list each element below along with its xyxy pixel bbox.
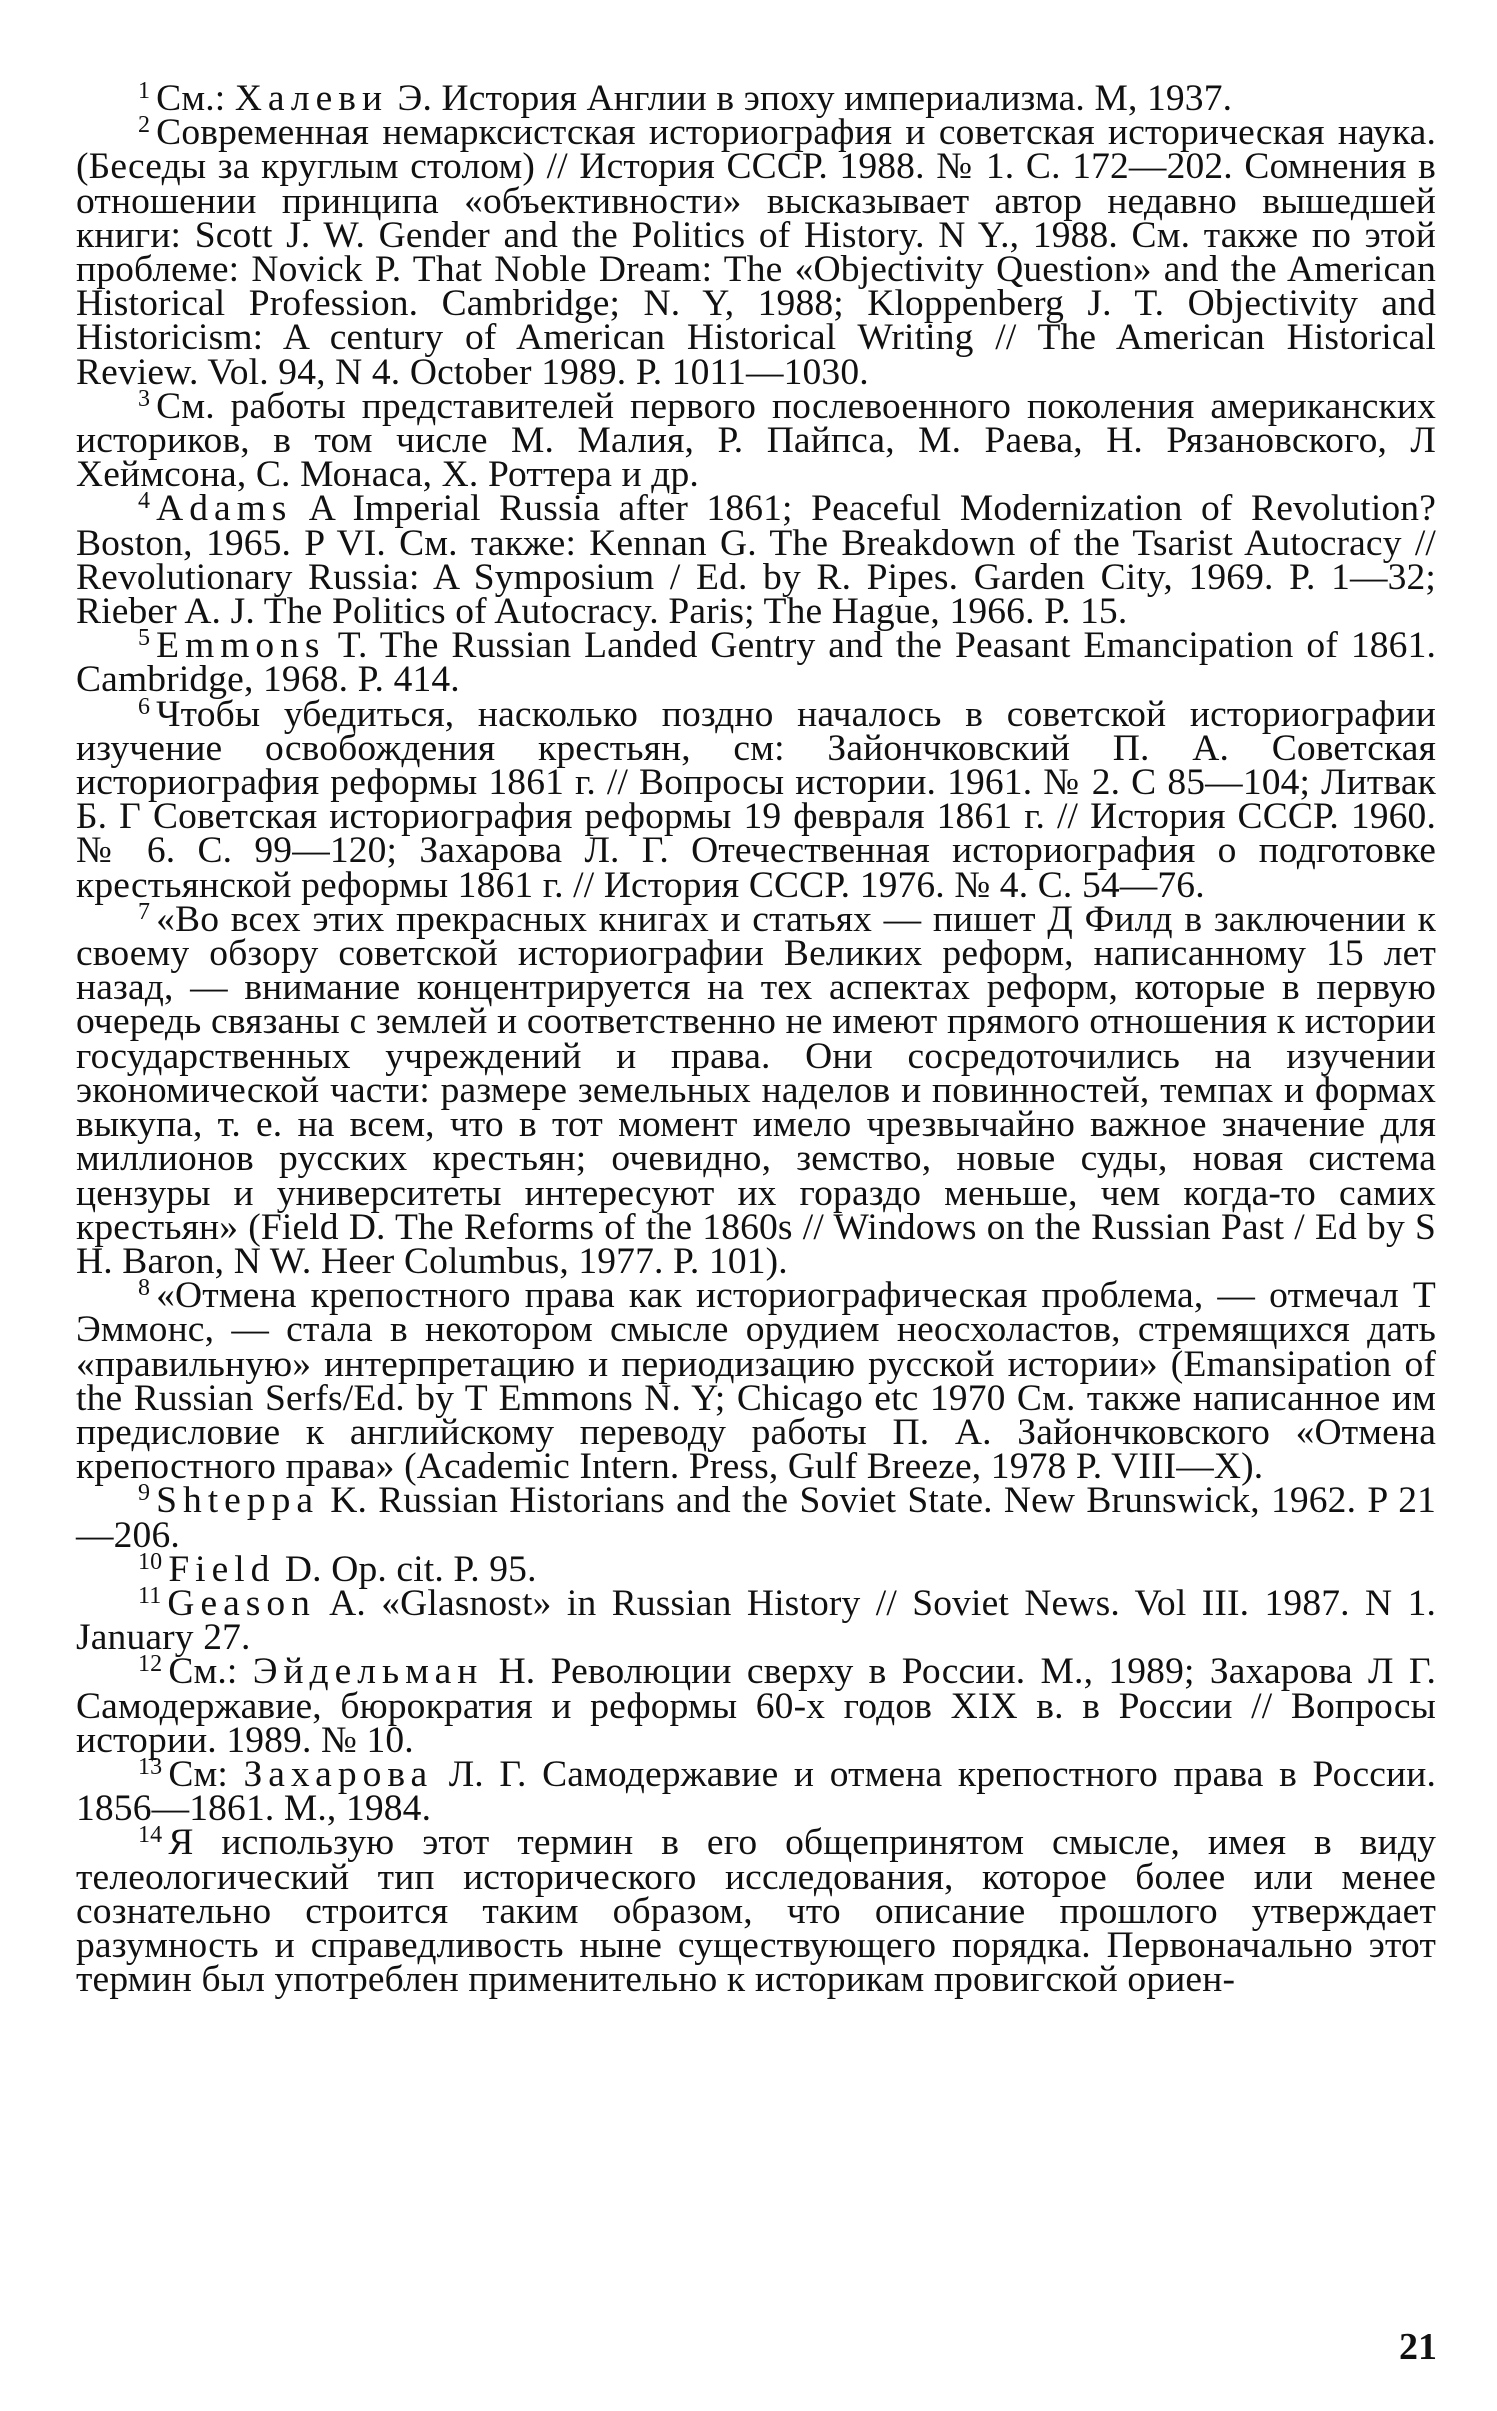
footnote-number: 14 bbox=[138, 1822, 163, 1849]
footnote-text: См. работы представителей первого послевоенного поколения американских историков, в том числе М. Малия, Р. Пайпса, М. Раева, Н. Рязановского, Л Хеймсона, С. Монаса, Х. Роттера и др. bbox=[76, 385, 1436, 496]
footnote-text: «Отмена крепостного права как историографическая проблема, — отмечал Т Эммонс, — стала в некотором смысле орудием неосхоластов, стремящихся дать «правильную» интерпретацию и периодизацию русской истории» (Emansipation of the Russian Serfs/Ed. by T Emmons N. Y; Chicago etc 1970 См. также написанное им предисловие к английскому переводу работы П. А. Зайончковского «Отмена крепостного права» (Academic Intern. Press, Gulf Breeze, 1978 P. VIII—X). bbox=[76, 1275, 1436, 1488]
footnote-text: «Во всех этих прекрасных книгах и статьях — пишет Д Филд в заключении к своему обзору советской историографии Великих реформ, написанному 15 лет назад, — внимание концентрируется на тех аспектах реформ, которые в первую очередь связаны с землей и соответственно не имеют прямого отношения к истории государственных учреждений и права. Они сосредоточились на изучении экономической части: размере земельных наделов и повинностей, темпах и формах выкупа, т. е. на всем, что в тот момент имело чрезвычайно важное значение для миллионов русских крестьян; очевидно, земство, новые суды, новая система цензуры и университеты интересуют их гораздо меньше, чем когда-то самих крестьян» (Field D. The Reforms of the 1860s // Windows on the Russian Past / Ed by S H. Baron, N W. Heer Columbus, 1977. P. 101). bbox=[76, 898, 1436, 1282]
footnote-author: Emmons bbox=[156, 625, 326, 667]
footnote-number: 3 bbox=[138, 385, 151, 412]
footnote-author: Халеви bbox=[234, 78, 389, 119]
footnote-2 bbox=[76, 112, 1436, 393]
footnote-text-before: См.: bbox=[156, 78, 235, 119]
footnote-text: Современная немарксистская историография и советская историческая наука. (Беседы за круглым столом) // История СССР. 1988. № 1. С. 172—202. Сомнения в отношении принципа «объективности» высказывает автор недавно вышедшей книги: Scott J. W. Gender and the Politics of History. N Y., 1988. См. также по этой проблеме: Novick P. That Noble Dream: The «Objectivity Question» and the American Historical Profession. Cambridge; N. Y, 1988; Kloppenberg J. T. Objectivity and Historicism: A century of American Historical Writing // The American Historical Review. Vol. 94, N 4. October 1989. P. 1011—1030. bbox=[76, 112, 1436, 393]
footnote-number: 13 bbox=[138, 1753, 163, 1780]
footnote-text: K. Russian Historians and the Soviet State. New Brunswick, 1962. P 21—206. bbox=[76, 1480, 1436, 1556]
footnote-number: 4 bbox=[138, 488, 151, 515]
footnote-text: Я использую этот термин в его общепринятом смысле, имея в виду телеологический тип исторического исследования, которое более или менее сознательно строится таким образом, что описание прошлого утверждает разумность и справедливость ныне существующего порядка. Первоначально этот термин был употреблен применительно к историкам провигской ориен- bbox=[76, 1822, 1436, 2001]
footnote-number: 11 bbox=[138, 1582, 162, 1609]
footnote-number: 9 bbox=[138, 1480, 151, 1507]
footnote-12 bbox=[76, 1651, 1436, 1761]
footnote-author: Adams bbox=[156, 488, 293, 530]
footnote-8 bbox=[76, 1275, 1436, 1488]
footnote-text: T. The Russian Landed Gentry and the Peasant Emancipation of 1861. Cambridge, 1968. P. 414. bbox=[76, 625, 1436, 701]
footnote-13 bbox=[76, 1753, 1436, 1830]
footnote-text: Э. История Англии в эпоху империализма. М, 1937. bbox=[388, 78, 1233, 119]
footnote-11 bbox=[76, 1582, 1436, 1659]
footnote-number: 1 bbox=[138, 78, 151, 104]
footnote-author: Geason bbox=[167, 1582, 316, 1624]
footnote-6 bbox=[76, 693, 1436, 906]
footnote-1 bbox=[76, 78, 1436, 119]
footnote-text: D. Op. cit. P. 95. bbox=[275, 1548, 537, 1590]
footnote-14 bbox=[76, 1822, 1436, 2001]
footnote-number: 7 bbox=[138, 898, 151, 925]
page-number: 21 bbox=[1399, 2326, 1437, 2368]
footnote-author: Shteppa bbox=[156, 1480, 319, 1522]
footnote-number: 12 bbox=[138, 1651, 163, 1678]
footnote-5 bbox=[76, 625, 1436, 701]
footnote-text: A. «Glasnost» in Russian History // Soviet News. Vol III. 1987. N 1. January 27. bbox=[76, 1582, 1436, 1659]
footnote-author: Field bbox=[168, 1548, 276, 1590]
footnotes-block bbox=[76, 78, 1436, 2001]
footnote-10 bbox=[76, 1548, 1436, 1590]
footnote-text: Н. Революции сверху в России. М., 1989; Захарова Л Г. Самодержавие, бюрократия и реформы 60-х годов XIX в. в России // Вопросы истории. 1989. № 10. bbox=[76, 1651, 1436, 1761]
footnote-7 bbox=[76, 898, 1436, 1282]
footnote-text: A Imperial Russia after 1861; Peaceful Modernization of Revolution? Boston, 1965. P VI. См. также: Kennan G. The Breakdown of the Tsarist Autocracy // Revolutionary Russia: A Symposium / Ed. by R. Pipes. Garden City, 1969. P. 1—32; Rieber A. J. The Politics of Autocracy. Paris; The Hague, 1966. P. 15. bbox=[76, 488, 1436, 633]
footnote-number: 5 bbox=[138, 625, 151, 652]
footnote-4 bbox=[76, 488, 1436, 633]
footnote-text-before: См.: bbox=[168, 1651, 253, 1693]
footnote-3 bbox=[76, 385, 1436, 496]
footnote-text-before: См: bbox=[168, 1753, 244, 1795]
footnote-text: Л. Г. Самодержавие и отмена крепостного права в России. 1856—1861. М., 1984. bbox=[76, 1753, 1436, 1830]
footnote-number: 2 bbox=[138, 112, 151, 139]
footnote-number: 6 bbox=[138, 693, 151, 720]
footnote-author: Эйдельман bbox=[252, 1651, 484, 1693]
footnote-number: 10 bbox=[138, 1548, 163, 1575]
footnote-author: Захарова bbox=[243, 1753, 434, 1795]
footnote-number: 8 bbox=[138, 1275, 151, 1302]
footnote-9 bbox=[76, 1480, 1436, 1556]
footnote-text: Чтобы убедиться, насколько поздно началось в советской историографии изучение освобождения крестьян, см: Зайончковский П. А. Советская историография реформы 1861 г. // Вопросы истории. 1961. № 2. С 85—104; Литвак Б. Г Советская историография реформы 19 февраля 1861 г. // История СССР. 1960. № 6. С. 99—120; Захарова Л. Г. Отечественная историография о подготовке крестьянской реформы 1861 г. // История СССР. 1976. № 4. С. 54—76. bbox=[76, 693, 1436, 906]
